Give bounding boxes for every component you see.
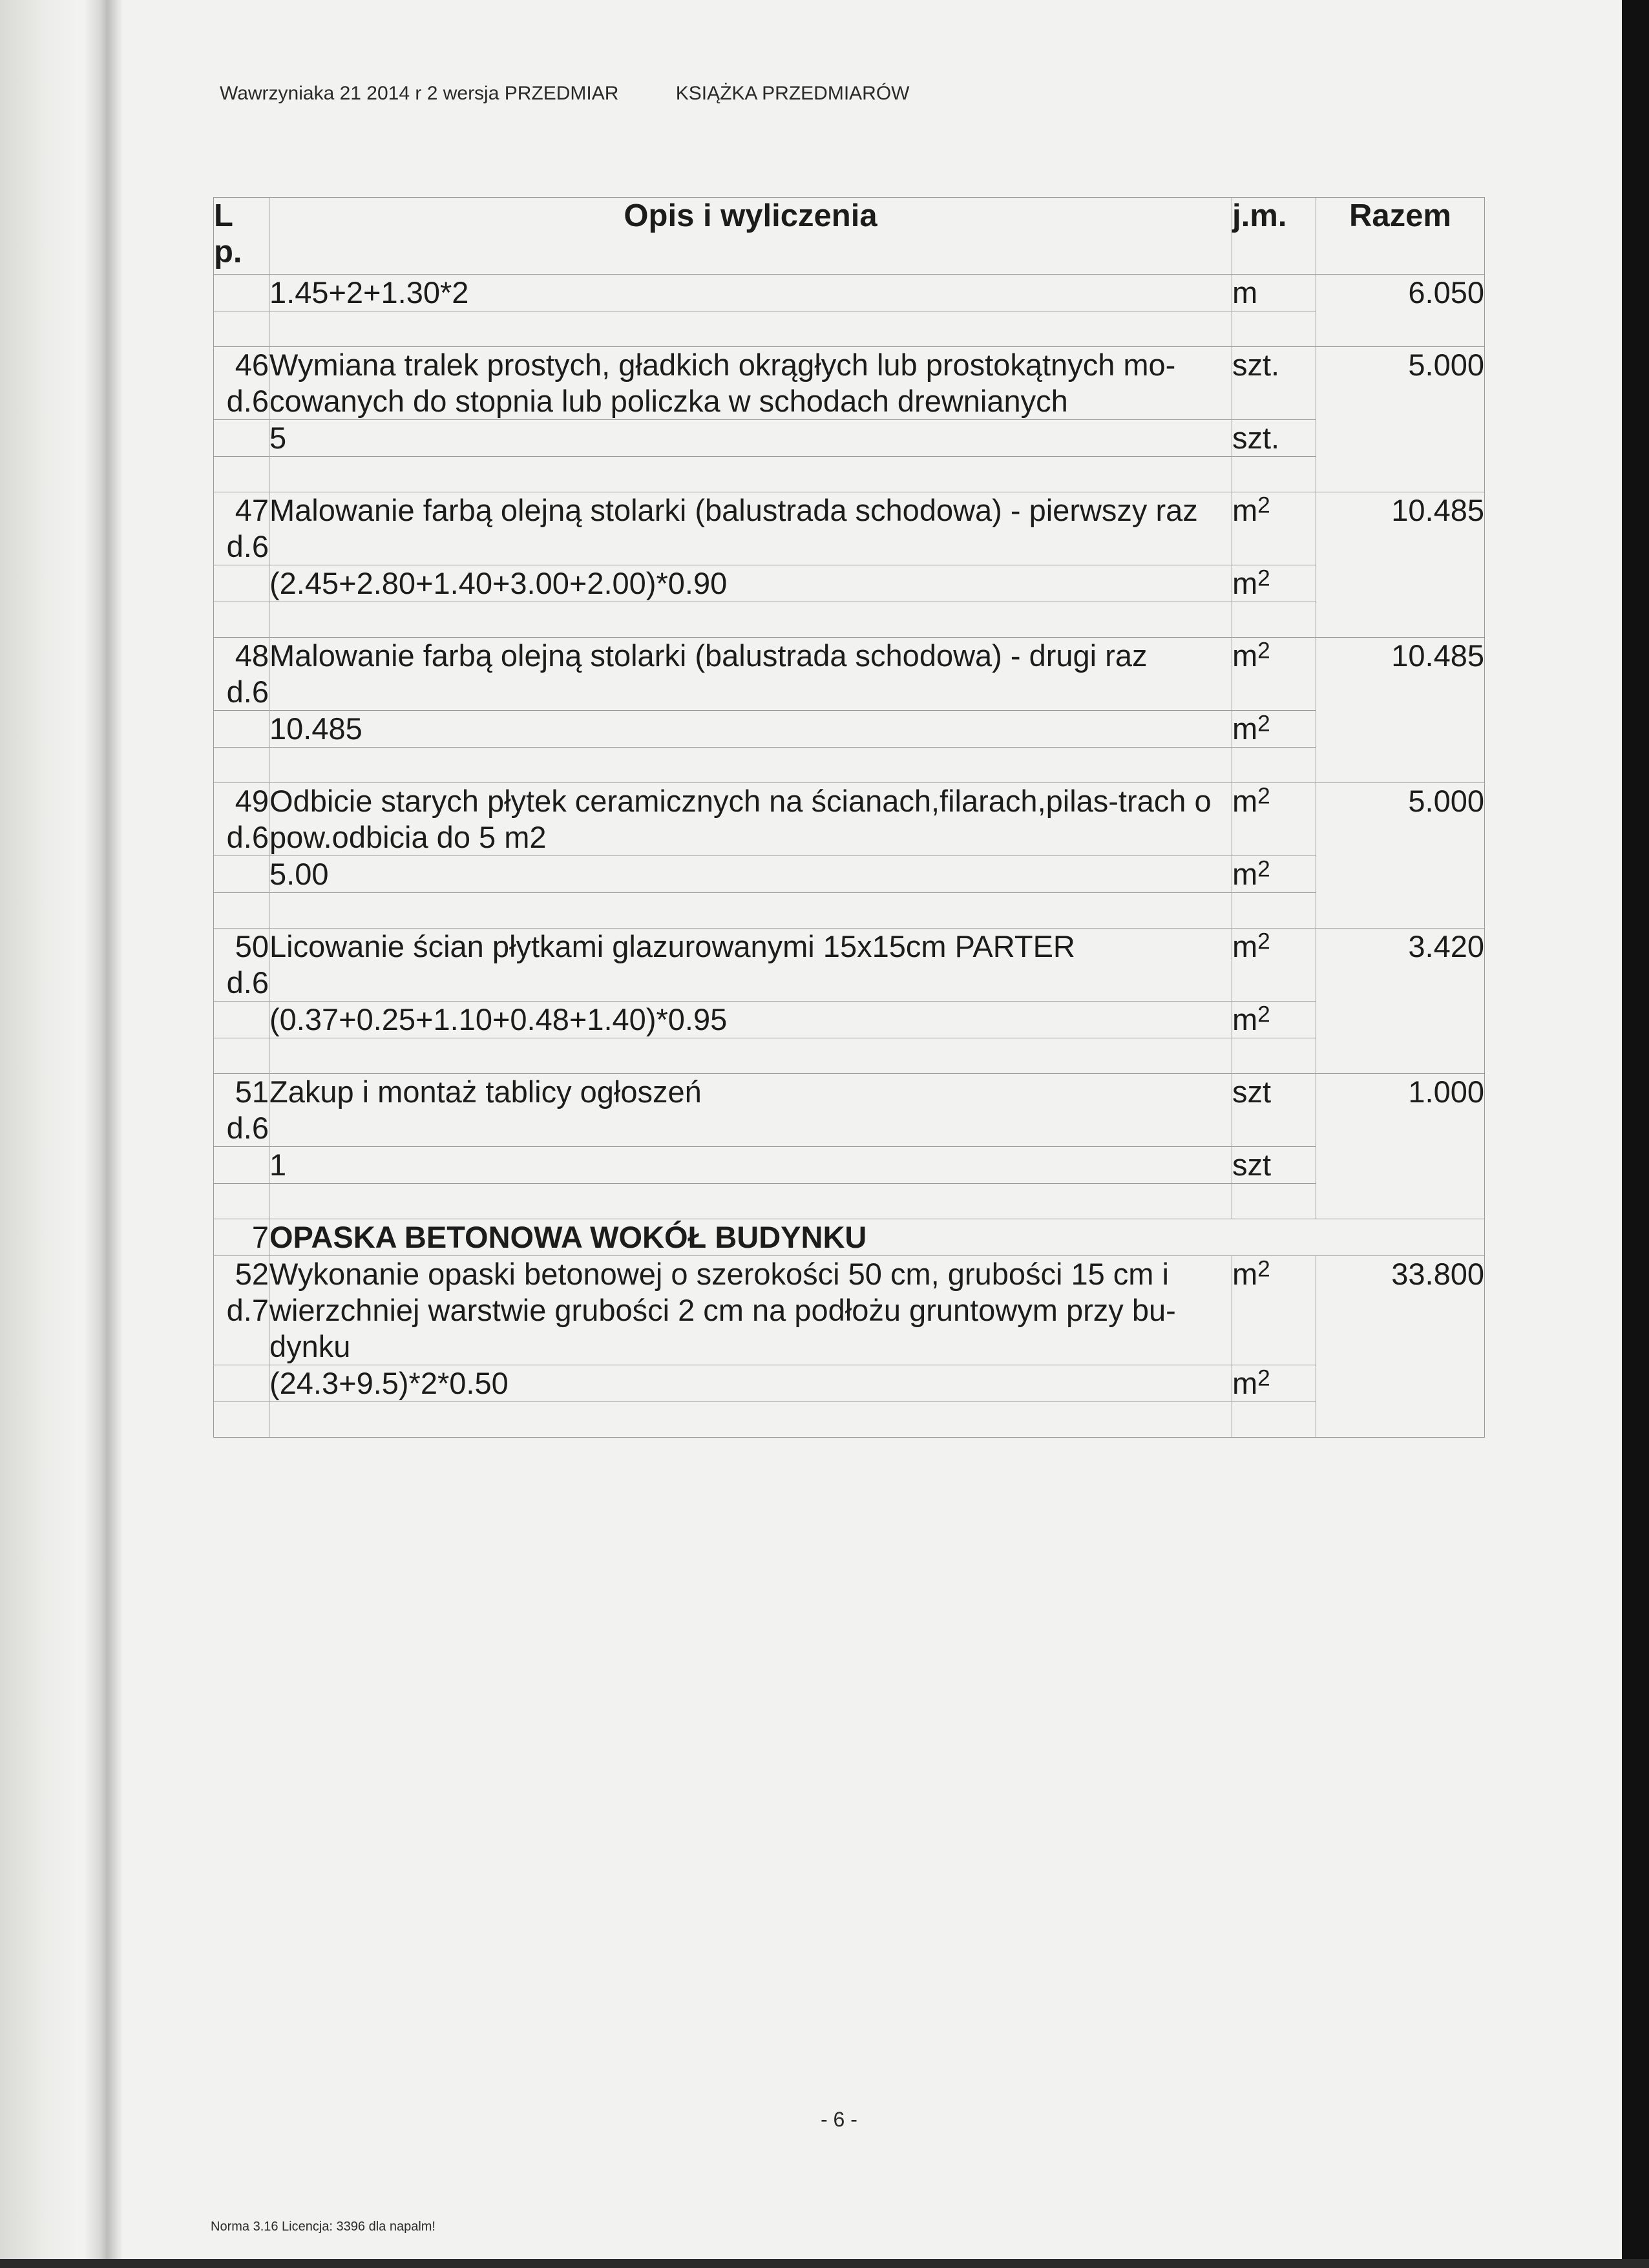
table-row bbox=[214, 565, 1485, 602]
row-calc-jm: $m^2$ bbox=[1232, 1365, 1316, 1402]
row-calc-jm: $m^2$ bbox=[1232, 565, 1316, 602]
table-row bbox=[214, 1002, 1485, 1038]
row-lp: 50 d.6 bbox=[214, 929, 269, 1002]
table-row bbox=[214, 929, 1485, 1002]
section-number: 7 bbox=[214, 1219, 269, 1256]
table-row bbox=[214, 347, 1485, 420]
row-lp: 46 d.6 bbox=[214, 347, 269, 420]
col-header-lp: L p. bbox=[214, 198, 269, 275]
scan-edge-right bbox=[1622, 0, 1649, 2268]
row-jm: $m^2$ bbox=[1232, 638, 1316, 711]
page-number: - 6 - bbox=[821, 2108, 857, 2131]
table-row bbox=[214, 602, 1485, 638]
row-calc: 1 bbox=[269, 1147, 1232, 1184]
row-desc: Malowanie farbą olejną stolarki (balustrada schodowa) - pierwszy raz bbox=[269, 492, 1232, 565]
section-row bbox=[214, 1219, 1485, 1256]
row-sum: 10.485 bbox=[1316, 492, 1485, 638]
row-calc: 5 bbox=[269, 420, 1232, 457]
row-jm: $m^2$ bbox=[1232, 929, 1316, 1002]
row-calc: (2.45+2.80+1.40+3.00+2.00)*0.90 bbox=[269, 565, 1232, 602]
table-row bbox=[214, 1184, 1485, 1219]
row-sum: 1.000 bbox=[1316, 1074, 1485, 1219]
table-row bbox=[214, 492, 1485, 565]
row-sum: 10.485 bbox=[1316, 638, 1485, 783]
row-jm: $m^2$ bbox=[1232, 1256, 1316, 1365]
table-row bbox=[214, 1074, 1485, 1147]
row-sum: 33.800 bbox=[1316, 1256, 1485, 1438]
row-calc: (0.37+0.25+1.10+0.48+1.40)*0.95 bbox=[269, 1002, 1232, 1038]
row-jm: szt bbox=[1232, 1074, 1316, 1147]
header-file-name: Wawrzyniaka 21 2014 r 2 wersja PRZEDMIAR bbox=[220, 83, 619, 104]
col-header-sum: Razem bbox=[1316, 198, 1485, 275]
page-header bbox=[220, 83, 909, 105]
row-sum: 5.000 bbox=[1316, 347, 1485, 492]
table-row bbox=[214, 457, 1485, 492]
row-sum: 5.000 bbox=[1316, 783, 1485, 929]
row-desc: Malowanie farbą olejną stolarki (balustrada schodowa) - drugi raz bbox=[269, 638, 1232, 711]
row-jm: m bbox=[1232, 275, 1316, 311]
row-jm: $m^2$ bbox=[1232, 783, 1316, 856]
row-calc-jm: $m^2$ bbox=[1232, 1002, 1316, 1038]
table-row bbox=[214, 275, 1485, 311]
row-lp: 52 d.7 bbox=[214, 1256, 269, 1365]
table-header-row bbox=[214, 198, 1485, 275]
table-row bbox=[214, 1038, 1485, 1074]
scan-fold-shadow bbox=[84, 0, 123, 2268]
table-row bbox=[214, 748, 1485, 783]
table-row bbox=[214, 783, 1485, 856]
col-header-desc: Opis i wyliczenia bbox=[269, 198, 1232, 275]
row-calc-jm: $m^2$ bbox=[1232, 856, 1316, 893]
table-row bbox=[214, 1365, 1485, 1402]
row-lp: 49 d.6 bbox=[214, 783, 269, 856]
section-title: OPASKA BETONOWA WOKÓŁ BUDYNKU bbox=[269, 1219, 1485, 1256]
col-header-jm: j.m. bbox=[1232, 198, 1316, 275]
table-row bbox=[214, 1147, 1485, 1184]
table-row bbox=[214, 1402, 1485, 1438]
table-row bbox=[214, 638, 1485, 711]
row-calc: 10.485 bbox=[269, 711, 1232, 748]
row-sum: 3.420 bbox=[1316, 929, 1485, 1074]
table-row bbox=[214, 893, 1485, 929]
footer-license: Norma 3.16 Licencja: 3396 dla napalm! bbox=[211, 2220, 436, 2234]
row-lp: 48 d.6 bbox=[214, 638, 269, 711]
row-lp bbox=[214, 275, 269, 311]
row-jm: szt. bbox=[1232, 347, 1316, 420]
header-book-title: KSIĄŻKA PRZEDMIARÓW bbox=[675, 83, 910, 104]
row-calc-jm: szt. bbox=[1232, 420, 1316, 457]
table-row bbox=[214, 856, 1485, 893]
row-desc: Odbicie starych płytek ceramicznych na ścianach,filarach,pilas-trach o pow.odbicia do 5 m2 bbox=[269, 783, 1232, 856]
row-jm: $m^2$ bbox=[1232, 492, 1316, 565]
przedmiar-table bbox=[213, 197, 1485, 1438]
row-lp: 51 d.6 bbox=[214, 1074, 269, 1147]
table-row bbox=[214, 1256, 1485, 1365]
row-calc-jm: szt bbox=[1232, 1147, 1316, 1184]
row-desc: Wykonanie opaski betonowej o szerokości 50 cm, grubości 15 cm i wierzchniej warstwie grubości 2 cm na podłożu gruntowym przy bu-dynku bbox=[269, 1256, 1232, 1365]
scan-edge-left bbox=[0, 0, 78, 2268]
row-lp: 47 d.6 bbox=[214, 492, 269, 565]
row-calc: 5.00 bbox=[269, 856, 1232, 893]
row-desc: Zakup i montaż tablicy ogłoszeń bbox=[269, 1074, 1232, 1147]
row-calc: 1.45+2+1.30*2 bbox=[269, 275, 1232, 311]
table-row bbox=[214, 311, 1485, 347]
row-desc: Licowanie ścian płytkami glazurowanymi 15x15cm PARTER bbox=[269, 929, 1232, 1002]
scan-edge-bottom bbox=[0, 2259, 1649, 2268]
table-row bbox=[214, 711, 1485, 748]
row-desc: Wymiana tralek prostych, gładkich okrągłych lub prostokątnych mo-cowanych do stopnia lub policzka w schodach drewnianych bbox=[269, 347, 1232, 420]
table-row bbox=[214, 420, 1485, 457]
row-calc-jm: $m^2$ bbox=[1232, 711, 1316, 748]
row-calc: (24.3+9.5)*2*0.50 bbox=[269, 1365, 1232, 1402]
row-sum: 6.050 bbox=[1316, 275, 1485, 347]
